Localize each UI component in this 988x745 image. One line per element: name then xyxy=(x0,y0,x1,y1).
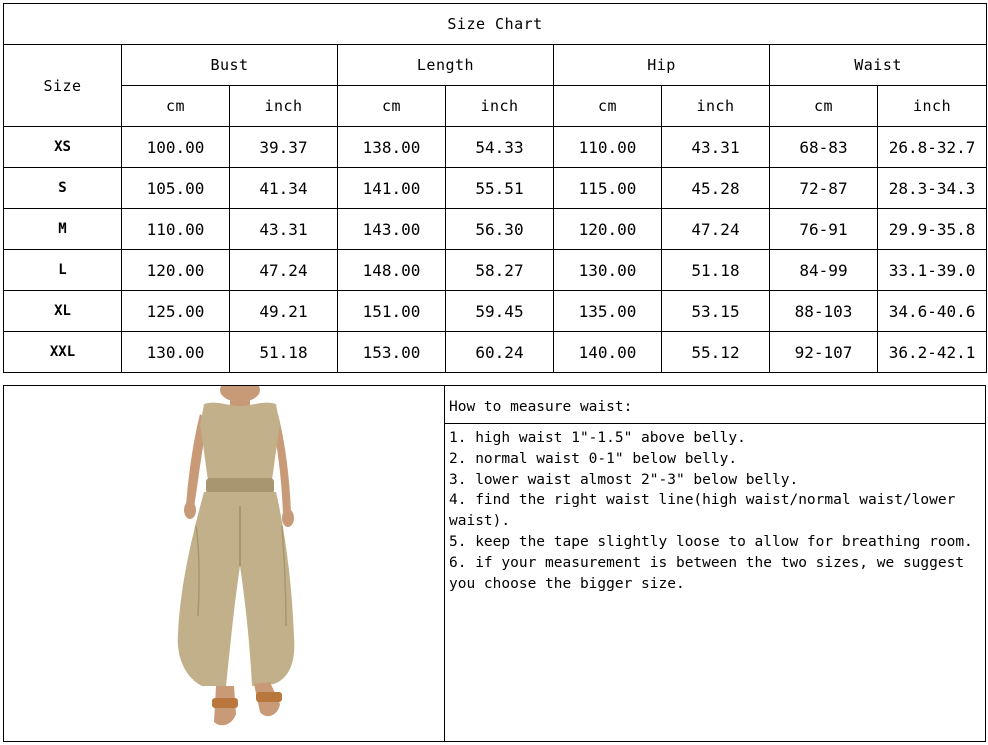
measurement-cell: 45.28 xyxy=(662,168,770,209)
instruction-item: 2. normal waist 0-1" below belly. xyxy=(449,450,738,467)
measurement-cell: 141.00 xyxy=(338,168,446,209)
jumpsuit-trousers xyxy=(178,492,295,686)
sandal-left xyxy=(212,698,238,708)
instructions-list xyxy=(449,428,981,594)
measurement-cell: 135.00 xyxy=(554,291,662,332)
measurement-cell: 120.00 xyxy=(554,209,662,250)
size-chart-table xyxy=(3,3,987,373)
instruction-item: 5. keep the tape slightly loose to allow for breathing room. xyxy=(449,533,973,550)
jumpsuit-bodice xyxy=(200,403,280,480)
measurement-cell: 88-103 xyxy=(770,291,878,332)
measurement-cell: 120.00 xyxy=(122,250,230,291)
measurement-cell: 140.00 xyxy=(554,332,662,373)
size-label-cell: XXL xyxy=(4,332,122,373)
unit-header: inch xyxy=(230,86,338,127)
size-label-cell: L xyxy=(4,250,122,291)
unit-header: inch xyxy=(446,86,554,127)
size-row xyxy=(4,127,987,168)
title-row xyxy=(4,4,987,45)
size-label-cell: XL xyxy=(4,291,122,332)
measurement-cell: 33.1-39.0 xyxy=(878,250,987,291)
group-header-row xyxy=(4,45,987,86)
size-column-header: Size xyxy=(4,45,122,127)
instruction-item: 4. find the right waist line(high waist/normal waist/lower waist). xyxy=(449,492,965,530)
measurement-cell: 58.27 xyxy=(446,250,554,291)
unit-header: cm xyxy=(338,86,446,127)
measurement-cell: 130.00 xyxy=(554,250,662,291)
instructions-title: How to measure waist: xyxy=(445,386,985,424)
measurement-cell: 51.18 xyxy=(662,250,770,291)
size-label-cell: M xyxy=(4,209,122,250)
measurement-cell: 49.21 xyxy=(230,291,338,332)
measurement-cell: 26.8-32.7 xyxy=(878,127,987,168)
size-label-cell: S xyxy=(4,168,122,209)
measurement-cell: 29.9-35.8 xyxy=(878,209,987,250)
size-row xyxy=(4,291,987,332)
measurement-cell: 76-91 xyxy=(770,209,878,250)
measurement-cell: 138.00 xyxy=(338,127,446,168)
unit-header: cm xyxy=(554,86,662,127)
measurement-cell: 36.2-42.1 xyxy=(878,332,987,373)
measurement-cell: 53.15 xyxy=(662,291,770,332)
size-row xyxy=(4,168,987,209)
measurement-cell: 148.00 xyxy=(338,250,446,291)
bust-header: Bust xyxy=(122,45,338,86)
measurement-cell: 72-87 xyxy=(770,168,878,209)
measurement-cell: 130.00 xyxy=(122,332,230,373)
unit-header: inch xyxy=(878,86,987,127)
product-photo xyxy=(4,386,445,741)
measurement-cell: 43.31 xyxy=(230,209,338,250)
elastic-waistband xyxy=(206,478,274,494)
unit-header-row xyxy=(4,86,987,127)
measurement-cell: 47.24 xyxy=(662,209,770,250)
instruction-item: 6. if your measurement is between the two sizes, we suggest you choose the bigger size. xyxy=(449,554,973,592)
measurement-cell: 28.3-34.3 xyxy=(878,168,987,209)
size-row xyxy=(4,332,987,373)
size-chart-title: Size Chart xyxy=(4,4,987,45)
measurement-cell: 51.18 xyxy=(230,332,338,373)
instruction-item: 1. high waist 1"-1.5" above belly. xyxy=(449,430,746,446)
measurement-cell: 125.00 xyxy=(122,291,230,332)
measurement-cell: 55.51 xyxy=(446,168,554,209)
size-row xyxy=(4,250,987,291)
measurement-cell: 110.00 xyxy=(554,127,662,168)
waist-header: Waist xyxy=(770,45,987,86)
measurement-cell: 100.00 xyxy=(122,127,230,168)
measurement-cell: 92-107 xyxy=(770,332,878,373)
measurement-cell: 54.33 xyxy=(446,127,554,168)
jumpsuit-model-illustration xyxy=(4,386,444,741)
measurement-cell: 59.45 xyxy=(446,291,554,332)
measure-instructions xyxy=(445,386,985,741)
measurement-cell: 143.00 xyxy=(338,209,446,250)
measurement-cell: 60.24 xyxy=(446,332,554,373)
measurement-panel xyxy=(3,385,986,742)
measurement-cell: 56.30 xyxy=(446,209,554,250)
size-row xyxy=(4,209,987,250)
measurement-cell: 41.34 xyxy=(230,168,338,209)
length-header: Length xyxy=(338,45,554,86)
measurement-cell: 151.00 xyxy=(338,291,446,332)
unit-header: cm xyxy=(770,86,878,127)
measurement-cell: 68-83 xyxy=(770,127,878,168)
hip-header: Hip xyxy=(554,45,770,86)
unit-header: inch xyxy=(662,86,770,127)
measurement-cell: 110.00 xyxy=(122,209,230,250)
sandal-right xyxy=(256,692,282,702)
instruction-item: 3. lower waist almost 2"-3" below belly. xyxy=(449,471,799,488)
unit-header: cm xyxy=(122,86,230,127)
measurement-cell: 34.6-40.6 xyxy=(878,291,987,332)
measurement-cell: 153.00 xyxy=(338,332,446,373)
measurement-cell: 84-99 xyxy=(770,250,878,291)
measurement-cell: 115.00 xyxy=(554,168,662,209)
measurement-cell: 39.37 xyxy=(230,127,338,168)
measurement-cell: 105.00 xyxy=(122,168,230,209)
measurement-cell: 47.24 xyxy=(230,250,338,291)
measurement-cell: 43.31 xyxy=(662,127,770,168)
measurement-cell: 55.12 xyxy=(662,332,770,373)
size-label-cell: XS xyxy=(4,127,122,168)
